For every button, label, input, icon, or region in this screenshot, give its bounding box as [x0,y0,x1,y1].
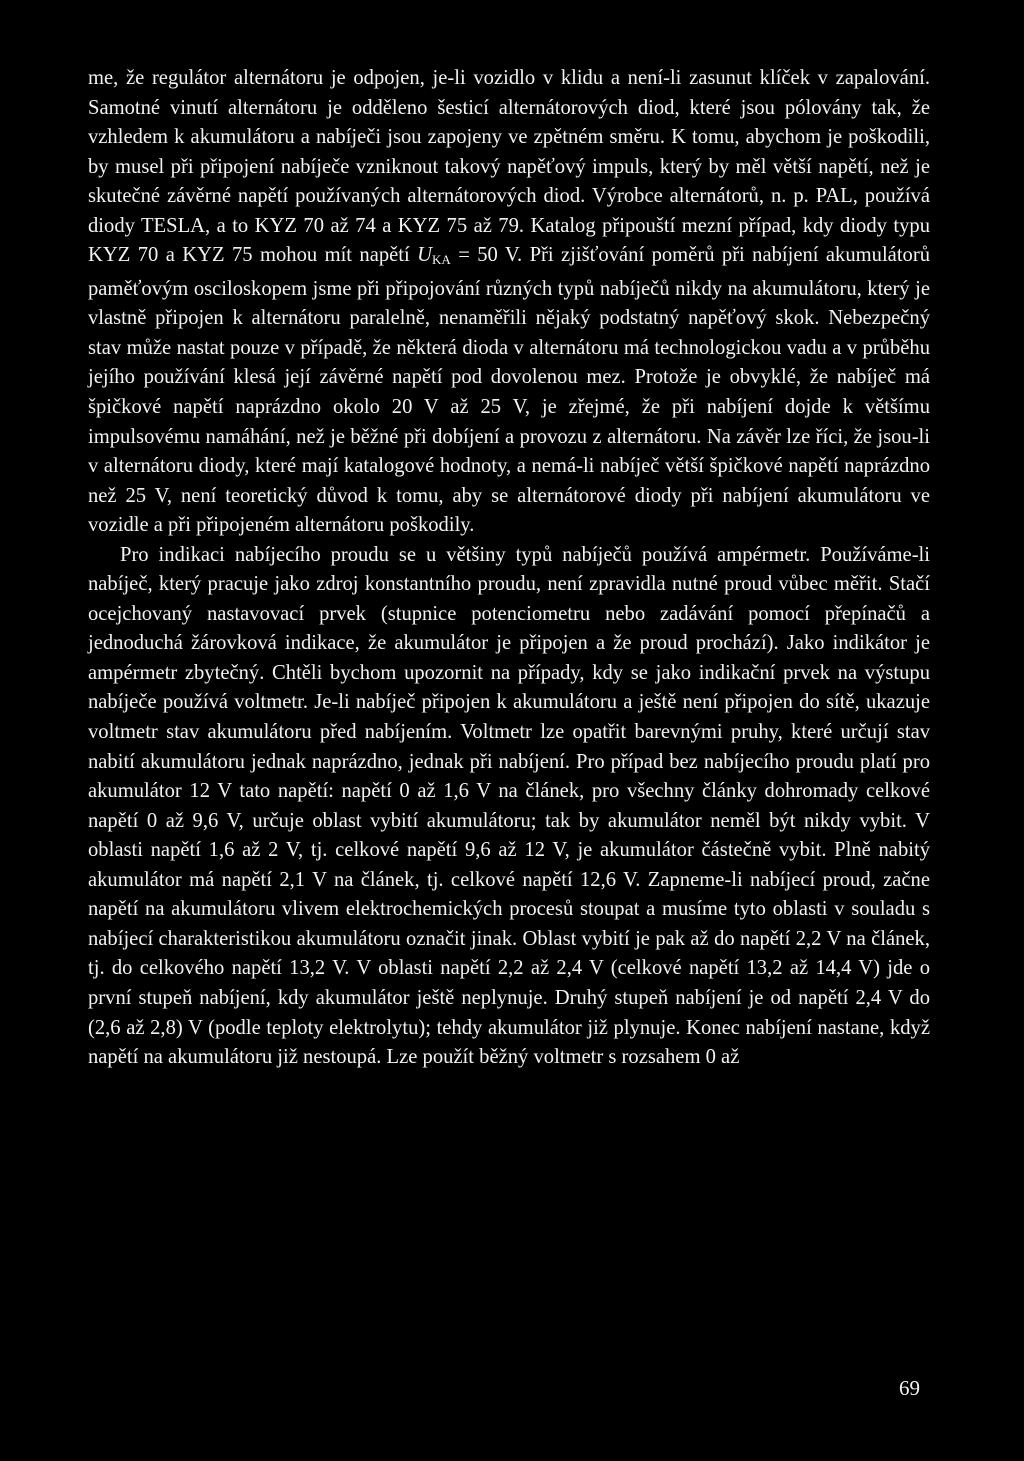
page-number: 69 [899,1376,920,1400]
voltage-symbol: U [417,244,433,267]
paragraph-alternator-diodes [88,64,930,541]
paragraph-charging-indication: Pro indikaci nabíjecího proudu se u většiny typů nabíječů používá ampérmetr. Používáme-li nabíječ, který pracuje jako zdroj konstantního proudu, není zpravidla nutné proud vůbec měřit. Stačí ocejchovaný nastavovací prvek (stupnice potenciometru nebo zadávání pomocí přepínačů a jednoduchá žárovková indikace, že akumulátor je připojen a že proud prochází). Jako indikátor je ampérmetr zbytečný. Chtěli bychom upozornit na případy, kdy se jako indikační prvek na výstupu nabíječe používá voltmetr. Je-li nabíječ připojen k akumulátoru a ještě není připojen do sítě, ukazuje voltmetr stav akumulátoru před nabíjením. Voltmetr lze opatřit barevnými pruhy, které určují stav nabití akumulátoru jednak naprázdno, jednak při nabíjení. Pro případ bez nabíjecího proudu platí pro akumulátor 12 V tato napětí: napětí 0 až 1,6 V na článek, pro všechny články dohromady celkové napětí 0 až 9,6 V, určuje oblast vybití akumulátoru; tak by akumulátor neměl být nikdy vybit. V oblasti napětí 1,6 až 2 V, tj. celkové napětí 9,6 až 12 V, je akumulátor částečně vybit. Plně nabitý akumulátor má napětí 2,1 V na článek, tj. celkové napětí 12,6 V. Zapneme-li nabíjecí proud, začne napětí na akumulátoru vlivem elektrochemických procesů stoupat a musíme tyto oblasti v souladu s nabíjecí charakteristikou akumulátoru označit jinak. Oblast vybití je pak až do napětí 2,2 V na článek, tj. do celkového napětí 13,2 V. V oblasti napětí 2,2 až 2,4 V (celkové napětí 13,2 až 14,4 V) jde o první stupeň nabíjení, kdy akumulátor ještě neplynuje. Druhý stupeň nabíjení je od napětí 2,4 V do (2,6 až 2,8) V (podle teploty elektrolytu); tehdy akumulátor již plynuje. Konec nabíjení nastane, když napětí na akumulátoru již nestoupá. Lze použít běžný voltmetr s rozsahem 0 až [88,543,930,1069]
paragraph-text-part-1: me, že regulátor alternátoru je odpojen, je-li vozidlo v klidu a není-li zasunut klíček v zapalování. Samotné vinutí alternátoru je odděleno šesticí alternátorových diod, které jsou pólovány tak, že vzhledem k akumulátoru a nabíječi jsou zapojeny ve zpětném směru. K tomu, abychom je poškodili, by musel při připojení nabíječe vzniknout takový napěťový impuls, který by měl větší napětí, než je skutečné závěrné napětí používaných alternátorových diod. Výrobce alternátorů, n. p. PAL, používá diody TESLA, a to KYZ 70 až 74 a KYZ 75 až 79. Katalog připouští mezní případ, kdy diody typu KYZ 70 a KYZ 75 mohou mít napětí [88,67,930,267]
voltage-subscript: KA [432,252,451,268]
body-text [88,64,930,1073]
paragraph-text-part-2: = 50 V. Při zjišťování poměrů při nabíjení akumulátorů paměťovým osciloskopem jsme při připojování různých typů nabíječů nikdy na akumulátoru, který je vlastně připojen k alternátoru paralelně, nenaměřili nějaký podstatný napěťový skok. Nebezpečný stav může nastat pouze v případě, že některá dioda v alternátoru má technologickou vadu a v průběhu jejího používání klesá její závěrné napětí pod dovolenou mez. Protože je obvyklé, že nabíječ má špičkové napětí naprázdno okolo 20 V až 25 V, je zřejmé, že při nabíjení dojde k většímu impulsovému namáhání, než je běžné při dobíjení a provozu z alternátoru. Na závěr lze říci, že jsou-li v alternátoru diody, které mají katalogové hodnoty, a nemá-li nabíječ větší špičkové napětí naprázdno než 25 V, není teoretický důvod k tomu, aby se alternátorové diody při nabíjení akumulátoru ve vozidle a při připojeném alternátoru poškodily. [88,244,930,537]
